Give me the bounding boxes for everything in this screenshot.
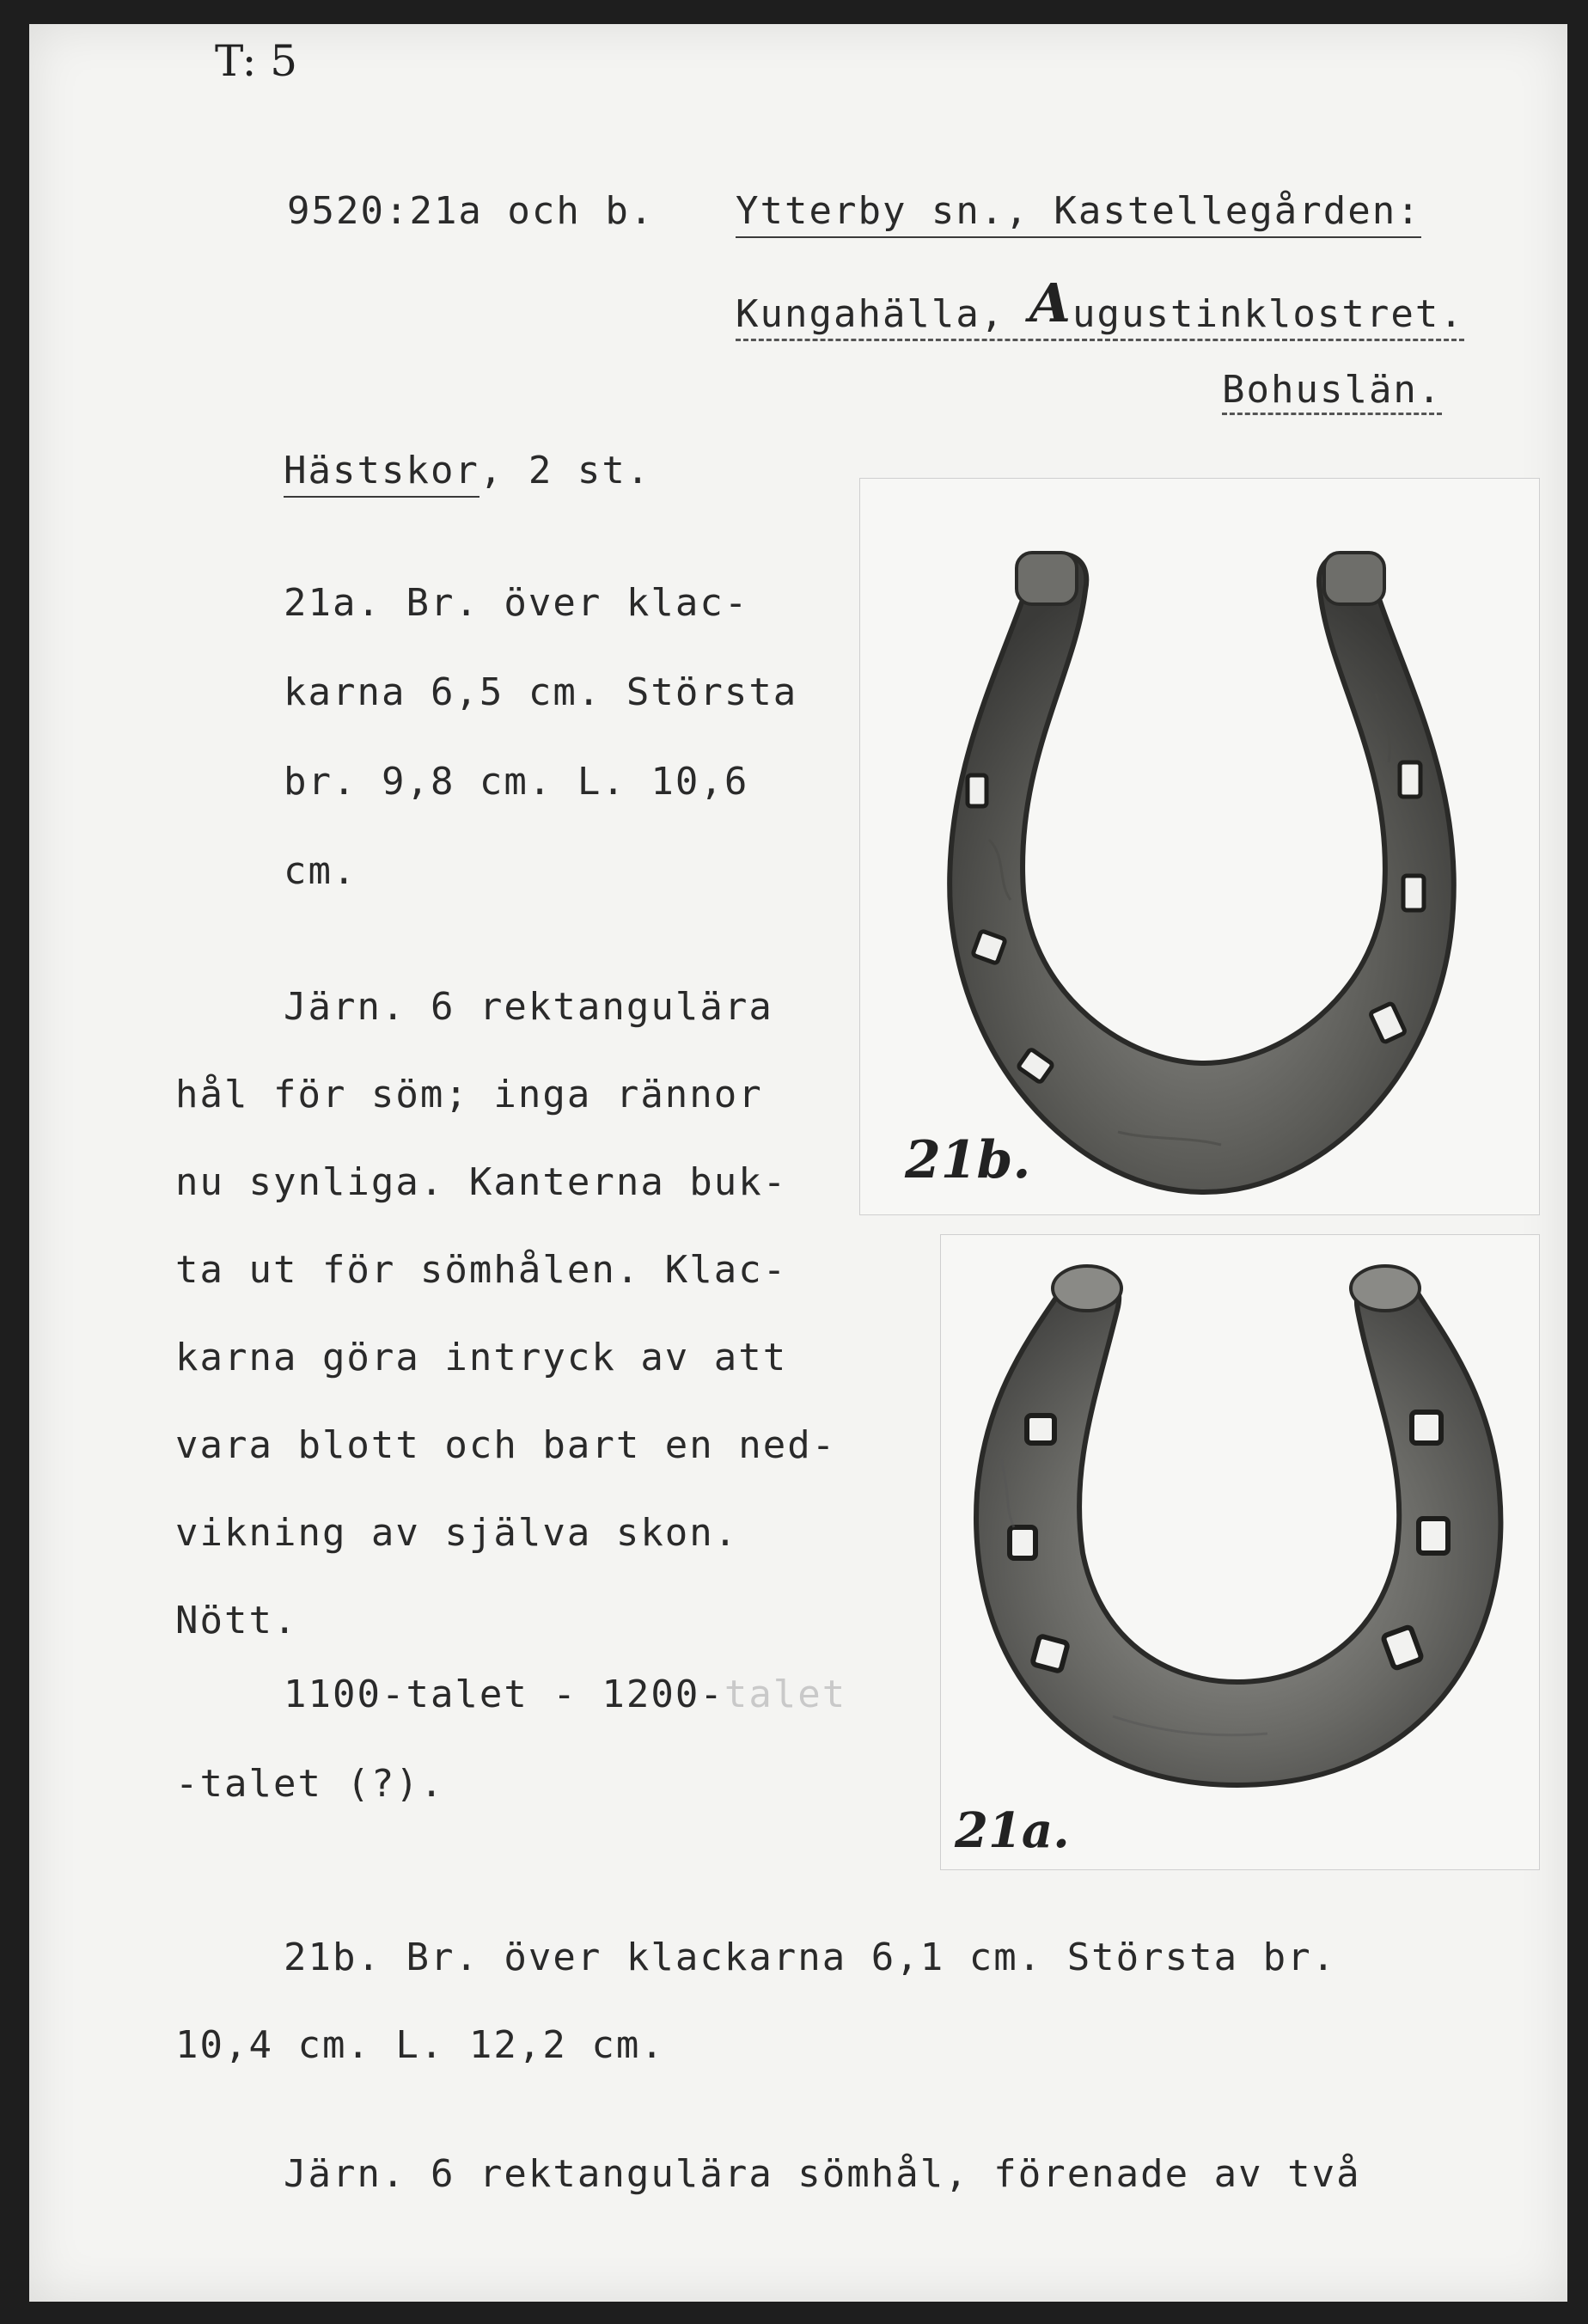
dating-text: 1100-talet - 1200-	[284, 1673, 724, 1716]
description-line-6: vara blott och bart en ned-	[175, 1423, 837, 1467]
location-line-2	[736, 272, 1464, 341]
horseshoe-21b-image	[860, 479, 1539, 1214]
description-line-4: ta ut för sömhålen. Klac-	[175, 1248, 788, 1292]
description-line-2: hål för söm; inga rännor	[175, 1073, 763, 1116]
location-line-1	[736, 189, 1421, 233]
location-line-2-prefix: Kungahälla,	[736, 292, 1029, 336]
item-21a-line-3: br. 9,8 cm. L. 10,6	[284, 760, 749, 804]
photo-label-21b: 21b.	[905, 1130, 1031, 1190]
catalog-card	[29, 24, 1567, 2302]
item-21a-line-1: 21a. Br. över klac-	[284, 581, 749, 625]
object-count: , 2 st.	[479, 449, 651, 492]
last-line: Järn. 6 rektangulära sömhål, förenade av två	[284, 2152, 1361, 2196]
description-line-3: nu synliga. Kanterna buk-	[175, 1160, 788, 1204]
object-title: Hästskor	[284, 449, 479, 498]
catalog-number: 9520:21a och b.	[287, 189, 655, 233]
dating-line-2: -talet (?).	[175, 1762, 445, 1806]
corner-mark: T: 5	[215, 36, 298, 86]
description-line-1: Järn. 6 rektangulära	[284, 985, 773, 1029]
location-parish: Ytterby sn., Kastellegården:	[736, 189, 1421, 238]
dating-faded-text: talet	[724, 1673, 847, 1716]
horseshoe-21a-image	[941, 1235, 1539, 1869]
description-line-8: Nött.	[175, 1599, 298, 1642]
item-21a-line-4: cm.	[284, 849, 357, 893]
dating-line-1	[284, 1673, 847, 1716]
item-21a-line-2: karna 6,5 cm. Största	[284, 670, 798, 714]
photo-horseshoe-21a	[940, 1234, 1540, 1870]
description-line-7: vikning av själva skon.	[175, 1511, 739, 1555]
photo-horseshoe-21b	[859, 478, 1540, 1215]
location-line-2-rest: ugustinklostret.	[1072, 292, 1464, 336]
object-heading	[284, 449, 651, 492]
location-line-3: Bohuslän.	[1222, 371, 1442, 415]
description-line-5: karna göra intryck av att	[175, 1336, 788, 1379]
item-21b-line-1: 21b. Br. över klackarna 6,1 cm. Största br.	[284, 1936, 1337, 1979]
photo-label-21a: 21a.	[955, 1802, 1070, 1859]
item-21b-line-2: 10,4 cm. L. 12,2 cm.	[175, 2023, 665, 2067]
handwritten-correction: A	[1029, 272, 1072, 334]
